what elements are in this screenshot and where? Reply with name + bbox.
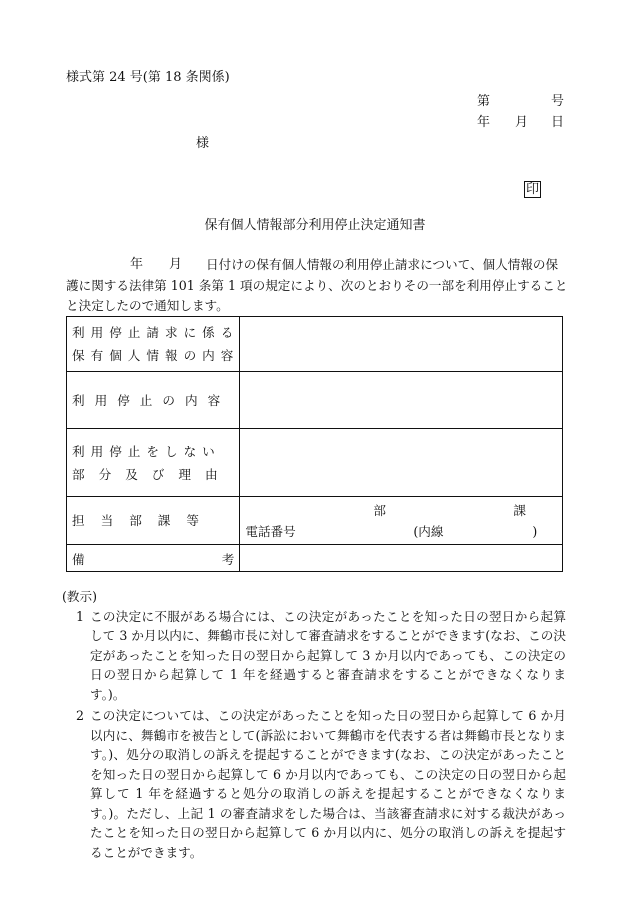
body-date-nen: 年 (130, 257, 144, 272)
addressee-sama: 様 (196, 136, 210, 151)
phone-number-label: 電話番号 (245, 523, 296, 539)
body-line-2: 護に関する法律第 101 条第 1 項の規定により、次のとおりその一部を利用停止すること (66, 278, 568, 293)
request-content-label: 利用停止請求に係る 保有個人情報の内容 (67, 317, 240, 372)
document-number-dai: 第 (477, 94, 491, 109)
department-ka: 課 (513, 502, 526, 518)
note-item-1: 1 この決定に不服がある場合には、この決定があったことを知った日の翌日から起算して 3 か月以内に、舞鶴市長に対して審査請求をすることができます(なお、この決定があったことを知った日の翌日から起算して 3 か月以内であっても、この決定の日の翌日から起算して 1 年を経過すると審査請求をすることができなくなります。)。 (76, 608, 566, 702)
suspension-content-value (240, 372, 563, 429)
seal-mark: 印 (526, 182, 540, 197)
extension-label: (内線 (413, 523, 444, 539)
body-line-3: と決定したので通知します。 (66, 298, 229, 313)
note-item-2-text: この決定については、この決定があったことを知った日の翌日から起算して 6 か月以内に、舞鶴市を被告として(訴訟において舞鶴市を代表する者は舞鶴市長となります。)、処分の取消しの訴えを提起することができます(なお、この決定があったことを知った日の翌日から起算して 6 か月以内であっても、この決定の日の翌日から起算して 1 年を経過すると処分の取消しの訴えを提起することができなくなります。)。ただし、上記 1 の審査請求をした場合は、当該審査請求に対する裁決があったことを知った日の翌日から起算して 6 か月以内に、処分の取消しの訴えを提起することができます。 (90, 708, 566, 860)
table-row (67, 545, 563, 572)
not-suspended-value (240, 429, 563, 497)
department-value (240, 497, 563, 545)
table-row (67, 372, 563, 429)
body-line-1: 日付けの保有個人情報の利用停止請求について、個人情報の保 (206, 257, 559, 272)
extension-close: ) (532, 523, 538, 539)
date-nen: 年 (477, 115, 491, 130)
table-row (67, 429, 563, 497)
form-number: 様式第 24 号(第 18 条関係) (66, 70, 230, 85)
suspension-content-label: 利用停止の内容 (67, 372, 240, 429)
form-table (66, 316, 563, 572)
note-item-1-text: この決定に不服がある場合には、この決定があったことを知った日の翌日から起算して 3 か月以内に、舞鶴市長に対して審査請求をすることができます(なお、この決定があったことを知った日の翌日から起算して 3 か月以内であっても、この決定の日の翌日から起算して 1 年を経過すると審査請求をすることができなくなります。)。 (90, 608, 566, 702)
note-item-2: 2 この決定については、この決定があったことを知った日の翌日から起算して 6 か月以内に、舞鶴市を被告として(訴訟において舞鶴市を代表する者は舞鶴市長となります。)、処分の取消しの訴えを提起することができます(なお、この決定があったことを知った日の翌日から起算して 6 か月以内であっても、この決定の日の翌日から起算して 1 年を経過すると処分の取消しの訴えを提起することができなくなります。)。ただし、上記 1 の審査請求をした場合は、当該審査請求に対する裁決があったことを知った日の翌日から起算して 6 か月以内に、処分の取消しの訴えを提起することができます。 (76, 708, 566, 860)
notes-heading: (教示) (62, 589, 98, 604)
request-content-value (240, 317, 563, 372)
not-suspended-label: 利用停止をしない 部分及び理由 (67, 429, 240, 497)
document-number-gou: 号 (551, 94, 565, 109)
remarks-label: 備 考 (67, 545, 240, 572)
table-row (67, 317, 563, 372)
date-hi: 日 (551, 115, 565, 130)
remarks-value (240, 545, 563, 572)
department-bu: 部 (373, 502, 386, 518)
document-title: 保有個人情報部分利用停止決定通知書 (204, 218, 426, 233)
instruction-notes (62, 587, 566, 862)
body-date-tsuki: 月 (169, 257, 183, 272)
date-tsuki: 月 (515, 115, 529, 130)
department-label: 担当部課等 (67, 497, 240, 545)
table-row (67, 497, 563, 545)
